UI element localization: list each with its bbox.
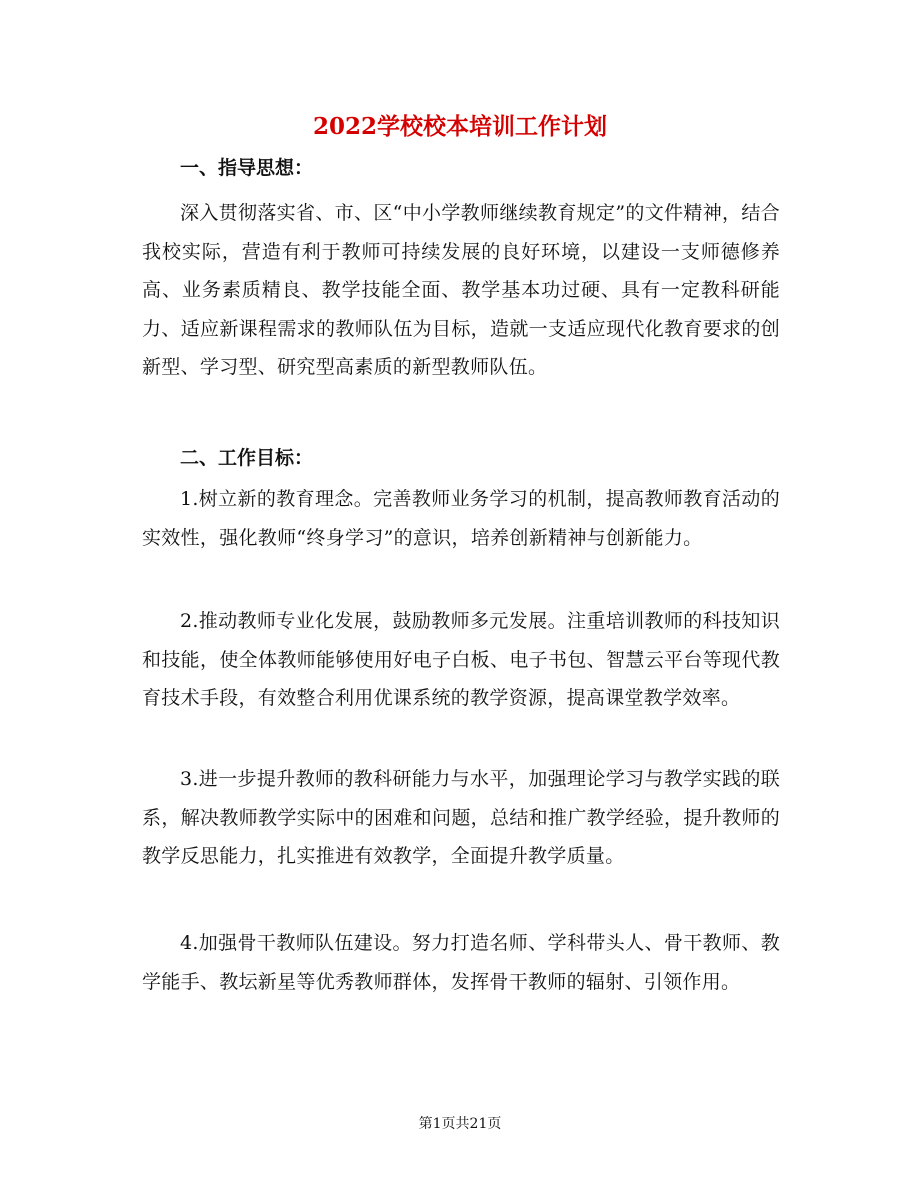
paragraph-goal-2: 2.推动教师专业化发展，鼓励教师多元发展。注重培训教师的科技知识和技能，使全体教师能够使用好电子白板、电子书包、智慧云平台等现代教育技术手段，有效整合利用优课系统的教学资源，提高课堂教学效率。 [142, 610, 780, 709]
paragraph-goal-1: 1.树立新的教育理念。完善教师业务学习的机制，提高教师教育活动的实效性，强化教师“终身学习”的意识，培养创新精神与创新能力。 [142, 488, 780, 549]
section-heading-guiding-ideology: 一、指导思想： [180, 157, 314, 179]
paragraph-goal-3: 3.进一步提升教师的教科研能力与水平，加强理论学习与教学实践的联系，解决教师教学实际中的困难和问题，总结和推广教学经验，提升教师的教学反思能力，扎实推进有效教学，全面提升教学质量。 [142, 768, 780, 867]
document-title: 2022学校校本培训工作计划 [312, 113, 607, 140]
page-number: 第1页共21页 [418, 1116, 502, 1132]
paragraph-goal-4: 4.加强骨干教师队伍建设。努力打造名师、学科带头人、骨干教师、教学能手、教坛新星等优秀教师群体，发挥骨干教师的辐射、引领作用。 [142, 932, 780, 993]
section-heading-work-goals: 二、工作目标： [180, 447, 314, 469]
paragraph-guiding-ideology: 深入贯彻落实省、市、区“中小学教师继续教育规定”的文件精神，结合我校实际，营造有利于教师可持续发展的良好环境，以建设一支师德修养高、业务素质精良、教学技能全面、教学基本功过硬、具有一定教科研能力、适应新课程需求的教师队伍为目标，造就一支适应现代化教育要求的创新型、学习型、研究型高素质的新型教师队伍。 [142, 202, 780, 378]
